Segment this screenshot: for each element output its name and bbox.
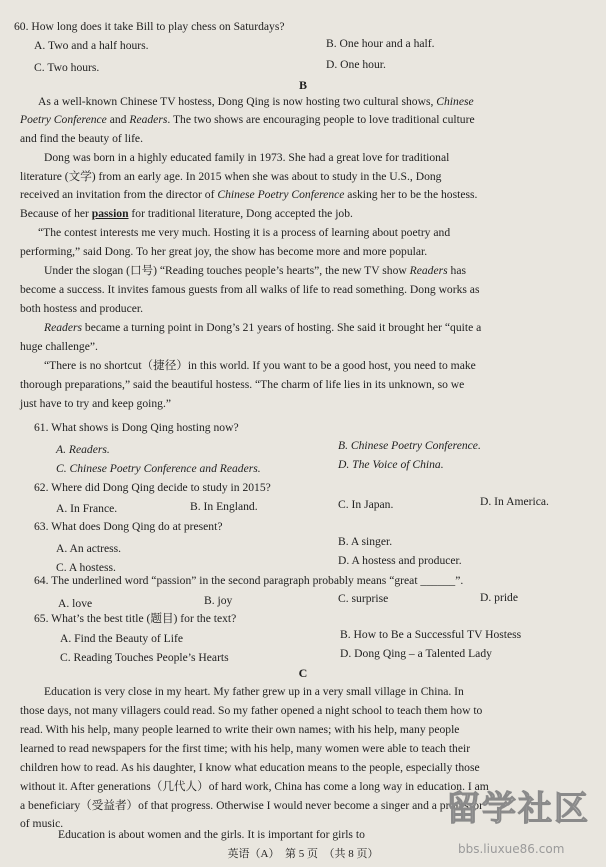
section-c-heading: C bbox=[298, 666, 308, 680]
q61-option-c: C. Chinese Poetry Conference and Readers. bbox=[56, 462, 261, 475]
q65-option-d: D. Dong Qing – a Talented Lady bbox=[340, 647, 492, 660]
q63-option-d: D. A hostess and producer. bbox=[338, 554, 462, 567]
q60-option-a: A. Two and a half hours. bbox=[34, 39, 149, 52]
passage-b-line: Poetry Conference and Readers. The two shows are encouraging people to love traditional culture bbox=[20, 113, 475, 126]
passage-b-line: just have to try and keep going.” bbox=[20, 397, 172, 410]
q63-option-a: A. An actress. bbox=[56, 542, 122, 555]
question-63: 63. What does Dong Qing do at present? bbox=[34, 520, 223, 533]
watermark-url: bbs.liuxue86.com bbox=[458, 842, 565, 856]
q60-option-c: C. Two hours. bbox=[34, 61, 100, 74]
passage-b-line: and find the beauty of life. bbox=[20, 132, 143, 145]
passage-b-line: become a success. It invites famous guests from all walks of life to read something. Dong works as bbox=[20, 283, 480, 296]
passage-b-line: “The contest interests me very much. Hosting it is a process of learning about poetry and bbox=[38, 226, 451, 239]
q64-option-c: C. surprise bbox=[338, 592, 389, 605]
question-65: 65. What’s the best title (题目) for the text? bbox=[34, 612, 237, 625]
passage-c-line: Education is very close in my heart. My father grew up in a very small village in China. In bbox=[44, 685, 464, 698]
passage-b-line: Dong was born in a highly educated family in 1973. She had a great love for traditional bbox=[44, 151, 450, 164]
passage-b-line: Under the slogan (口号) “Reading touches people’s hearts”, the new TV show Readers has bbox=[44, 264, 467, 277]
passage-c-line: of music. bbox=[20, 817, 64, 830]
passage-b-line: thorough preparations,” said the beautiful hostess. “The charm of life lies in its unknown, so we bbox=[20, 378, 465, 391]
passage-b-line: “There is no shortcut（捷径）in this world. If you want to be a good host, you need to make bbox=[44, 359, 476, 372]
passage-b-line: Readers became a turning point in Dong’s 21 years of hosting. She said it brought her “quite a bbox=[44, 321, 482, 334]
passage-b-line: received an invitation from the director of Chinese Poetry Conference asking her to be the hostess. bbox=[20, 188, 478, 201]
passion-underlined-word: passion bbox=[91, 207, 129, 220]
question-64: 64. The underlined word “passion” in the second paragraph probably means “great ______”. bbox=[34, 574, 464, 587]
question-61: 61. What shows is Dong Qing hosting now? bbox=[34, 421, 239, 434]
q62-option-b: B. In England. bbox=[190, 500, 258, 513]
q61-option-d: D. The Voice of China. bbox=[338, 458, 444, 471]
passage-b-line: both hostess and producer. bbox=[20, 302, 144, 315]
passage-b-line: Because of her passion for traditional literature, Dong accepted the job. bbox=[20, 207, 353, 220]
q64-option-a: A. love bbox=[58, 597, 93, 610]
passage-c-line: a beneficiary（受益者）of that progress. Otherwise I would never become a singer and a professor bbox=[20, 799, 483, 812]
passage-b-line: performing,” said Dong. To her great joy, the show has become more and more popular. bbox=[20, 245, 428, 258]
page-footer: 英语（A） 第 5 页 （共 8 页） bbox=[227, 848, 379, 860]
passage-c-line: those days, not many villagers could read. So my father opened a night school to teach them how to bbox=[20, 704, 483, 717]
q60-option-d: D. One hour. bbox=[326, 58, 386, 71]
section-b-heading: B bbox=[298, 78, 307, 92]
passage-c-line: Education is about women and the girls. It is important for girls to bbox=[58, 828, 365, 841]
q61-option-b: B. Chinese Poetry Conference. bbox=[338, 439, 481, 452]
q65-option-a: A. Find the Beauty of Life bbox=[60, 632, 183, 645]
watermark-text: 留学社区 bbox=[446, 789, 590, 829]
passage-b-line: huge challenge”. bbox=[20, 340, 98, 353]
q61-option-a: A. Readers. bbox=[56, 443, 110, 456]
q63-option-c: C. A hostess. bbox=[56, 561, 116, 574]
q65-option-b: B. How to Be a Successful TV Hostess bbox=[340, 628, 522, 641]
passage-c-line: learned to read newspapers for the first time; with his help, many women were able to teach their bbox=[20, 742, 471, 755]
q64-option-b: B. joy bbox=[204, 594, 233, 607]
passage-c-line: read. With his help, many people learned to write their own names; with his help, many people bbox=[20, 723, 460, 736]
q64-option-d: D. pride bbox=[480, 591, 518, 604]
watermark-logo bbox=[446, 789, 596, 858]
passage-c-line: children how to read. As his daughter, I know what education means to the people, especially those bbox=[20, 761, 480, 774]
q60-option-b: B. One hour and a half. bbox=[326, 37, 435, 50]
q63-option-b: B. A singer. bbox=[338, 535, 393, 548]
passage-b-line: literature (文学) from an early age. In 2015 when she was about to study in the U.S., Dong bbox=[20, 170, 442, 183]
q62-option-a: A. In France. bbox=[56, 502, 118, 515]
question-62: 62. Where did Dong Qing decide to study in 2015? bbox=[34, 481, 271, 494]
q62-option-c: C. In Japan. bbox=[338, 498, 394, 511]
q62-option-d: D. In America. bbox=[480, 495, 549, 508]
passage-c-line: without it. After generations（几代人）of hard work, China has come a long way in education. I am bbox=[20, 780, 489, 793]
passage-b-line: As a well-known Chinese TV hostess, Dong Qing is now hosting two cultural shows, Chinese bbox=[38, 95, 474, 108]
question-60: 60. How long does it take Bill to play chess on Saturdays? bbox=[14, 20, 285, 33]
q65-option-c: C. Reading Touches People’s Hearts bbox=[60, 651, 229, 664]
